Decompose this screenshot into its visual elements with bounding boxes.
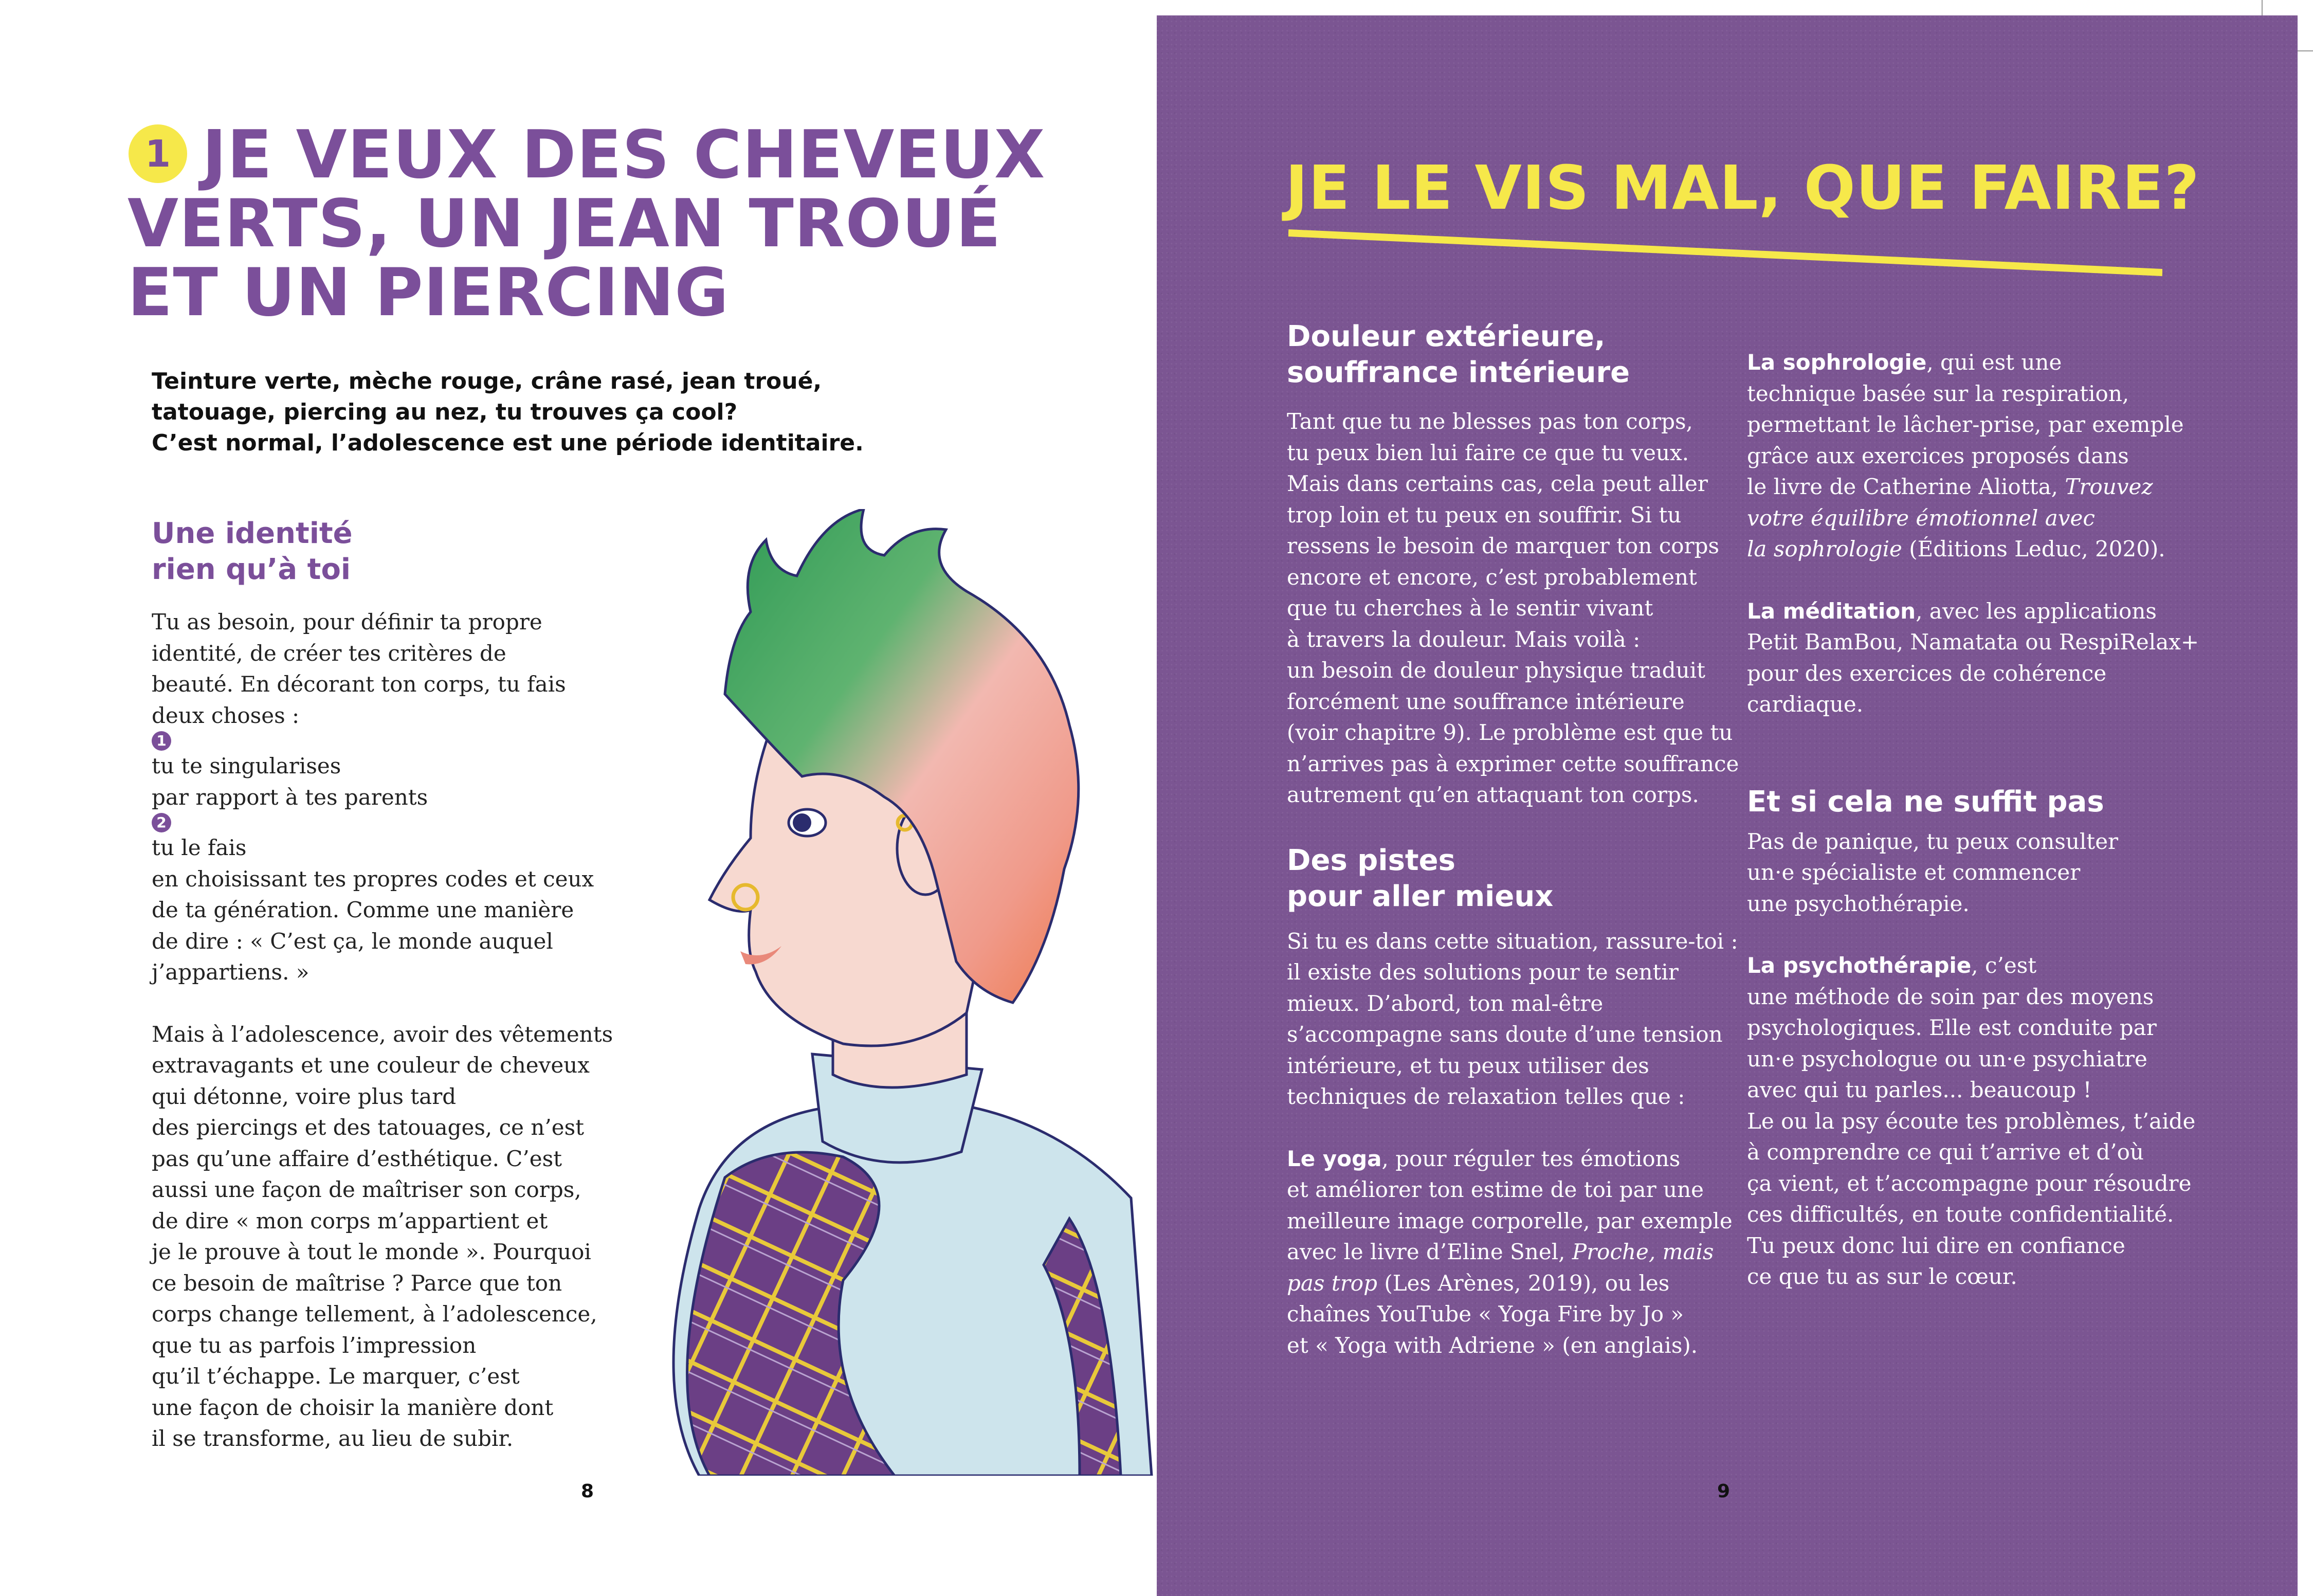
text: tu te singularises — [152, 753, 341, 778]
term: La psychothérapie — [1747, 953, 1972, 978]
teen-portrait-illustration — [555, 509, 1162, 1476]
body-line — [1287, 1237, 1739, 1268]
text: par rapport à tes parents — [152, 784, 428, 810]
body-line: (voir chapitre 9). Le problème est que tu — [1287, 720, 1733, 745]
title-line: JE VEUX DES CHEVEUX — [202, 117, 1046, 193]
body-line: qui détonne, voire plus tard — [152, 1083, 457, 1109]
body-line: trop loin et tu peux en souffrir. Si tu — [1287, 502, 1682, 528]
body-line: corps change tellement, à l’adolescence, — [152, 1301, 597, 1327]
heading-line: rien qu’à toi — [152, 553, 351, 586]
body-line: une façon de choisir la manière dont — [152, 1394, 554, 1420]
body-line: grâce aux exercices proposés dans — [1747, 443, 2129, 468]
body-line: psychologiques. Elle est conduite par — [1747, 1015, 2157, 1040]
body-line: des piercings et des tatouages, ce n’est — [152, 1115, 585, 1140]
term: Le yoga — [1287, 1146, 1382, 1171]
body-line: et « Yoga with Adriene » (en anglais). — [1287, 1332, 1698, 1358]
body-line: technique basée sur la respiration, — [1747, 380, 2129, 406]
page-number: 8 — [581, 1481, 594, 1502]
body-line: un·e psychologue ou un·e psychiatre — [1747, 1046, 2147, 1072]
heading-line: Douleur extérieure, — [1287, 320, 1606, 353]
lead-line: Teinture verte, mèche rouge, crâne rasé, jean troué, — [152, 368, 822, 394]
heading-line: souffrance intérieure — [1287, 356, 1630, 389]
body-line: identité, de créer tes critères de — [152, 640, 506, 666]
body-line: de dire : « C’est ça, le monde auquel — [152, 928, 553, 954]
text: , avec les applications — [1916, 598, 2157, 624]
body-line: Mais à l’adolescence, avoir des vêtements — [152, 1021, 613, 1047]
body-line: encore et encore, c’est probablement — [1287, 564, 1697, 590]
body-line — [1747, 347, 2199, 378]
body-line: Si tu es dans cette situation, rassure-toi : — [1287, 928, 1738, 954]
body-line: pas qu’une affaire d’esthétique. C’est — [152, 1146, 562, 1171]
text: tu le fais — [152, 835, 247, 860]
book-title: Trouvez — [2065, 474, 2153, 499]
body-line: j’appartiens. » — [152, 959, 309, 985]
body-line: beauté. En décorant ton corps, tu fais — [152, 672, 566, 697]
body-line: Tu as besoin, pour définir ta propre — [152, 609, 542, 634]
book-title: pas trop — [1287, 1270, 1377, 1296]
text: avec le livre d’Eline Snel, — [1287, 1239, 1572, 1264]
body-line: un besoin de douleur physique traduit — [1287, 658, 1705, 683]
book-title: la sophrologie — [1747, 536, 1902, 561]
text: , qui est une — [1926, 350, 2062, 375]
bullet-number-icon: 1 — [152, 731, 171, 751]
body-line: tu peux bien lui faire ce que tu veux. — [1287, 440, 1689, 465]
heading-line: Une identité — [152, 517, 353, 550]
body-line — [1747, 534, 2199, 565]
body-line: que tu as parfois l’impression — [152, 1332, 477, 1358]
body-line: à comprendre ce qui t’arrive et d’où — [1747, 1139, 2144, 1165]
book-title: votre équilibre émotionnel avec — [1747, 505, 2095, 531]
section-heading-identite — [152, 516, 512, 588]
section-heading-pistes — [1287, 843, 1739, 915]
title-line: ET UN PIERCING — [128, 255, 730, 331]
body-line: ça vient, et t’accompagne pour résoudre — [1747, 1170, 2192, 1196]
heading-line: Et si cela ne suffit pas — [1747, 785, 2104, 819]
term: La méditation — [1747, 598, 1916, 624]
body-text-left — [152, 607, 613, 1455]
body-line: un·e spécialiste et commencer — [1747, 860, 2081, 885]
body-line: je le prouve à tout le monde ». Pourquoi — [152, 1239, 591, 1264]
body-line: Tu peux donc lui dire en confiance — [1747, 1232, 2125, 1258]
heading-line: Des pistes — [1287, 843, 1455, 877]
text: , pour réguler tes émotions — [1381, 1146, 1681, 1171]
body-line — [152, 700, 594, 782]
body-line: Le ou la psy écoute tes problèmes, t’aide — [1747, 1108, 2196, 1134]
body-line: et améliorer ton estime de toi par une — [1287, 1177, 1704, 1202]
term: La sophrologie — [1747, 350, 1927, 375]
body-line: Pas de panique, tu peux consulter — [1747, 828, 2119, 854]
text: , c’est — [1971, 953, 2037, 978]
body-line — [1747, 950, 2199, 982]
body-line: cardiaque. — [1747, 692, 1864, 717]
right-column-1 — [1287, 319, 1739, 1361]
right-column-2 — [1747, 347, 2199, 1293]
book-title: Proche, mais — [1572, 1239, 1714, 1264]
body-line: Tant que tu ne blesses pas ton corps, — [1287, 409, 1693, 434]
body-line: de ta génération. Comme une manière — [152, 897, 574, 922]
section-heading-si-cela — [1747, 784, 2199, 820]
chapter-number-badge: 1 — [129, 124, 187, 183]
body-line: à travers la douleur. Mais voilà : — [1287, 626, 1641, 652]
body-line: techniques de relaxation telles que : — [1287, 1084, 1685, 1109]
lead-paragraph — [152, 366, 871, 459]
heading-line: pour aller mieux — [1287, 879, 1554, 913]
body-line: qu’il t’échappe. Le marquer, c’est — [152, 1364, 520, 1389]
bullet-number-icon: 2 — [152, 813, 171, 832]
text: le livre de Catherine Aliotta, — [1747, 474, 2065, 499]
body-line: une méthode de soin par des moyens — [1747, 984, 2154, 1009]
body-line: forcément une souffrance intérieure — [1287, 688, 1685, 714]
lead-line: tatouage, piercing au nez, tu trouves ça cool? — [152, 399, 738, 425]
body-line: pour des exercices de cohérence — [1747, 660, 2107, 686]
text: deux choses : — [152, 702, 300, 728]
body-line: n’arrives pas à exprimer cette souffrance — [1287, 751, 1739, 776]
body-line: ce besoin de maîtrise ? Parce que ton — [152, 1270, 562, 1296]
body-line: avec qui tu parles... beaucoup ! — [1747, 1077, 2092, 1102]
body-line: ce que tu as sur le cœur. — [1747, 1264, 2017, 1289]
body-line — [1747, 503, 2199, 534]
body-line: ressens le besoin de marquer ton corps — [1287, 533, 1720, 558]
body-line — [1287, 1144, 1739, 1175]
title-underline — [1288, 229, 2162, 285]
text: (Éditions Leduc, 2020). — [1902, 536, 2165, 561]
page-number: 9 — [1717, 1481, 1731, 1502]
body-line: Mais dans certains cas, cela peut aller — [1287, 471, 1708, 496]
body-line: autrement qu’en attaquant ton corps. — [1287, 782, 1699, 807]
body-line: s’accompagne sans doute d’une tension — [1287, 1022, 1723, 1047]
body-line: il se transforme, au lieu de subir. — [152, 1426, 514, 1451]
body-line: chaînes YouTube « Yoga Fire by Jo » — [1287, 1301, 1684, 1327]
body-line: intérieure, et tu peux utiliser des — [1287, 1053, 1649, 1078]
text: (Les Arènes, 2019), ou les — [1377, 1270, 1670, 1296]
body-line: extravagants et une couleur de cheveux — [152, 1053, 590, 1078]
body-line — [152, 782, 594, 864]
body-line: aussi une façon de maîtriser son corps, — [152, 1177, 581, 1202]
body-line: ces difficultés, en toute confidentialité. — [1747, 1202, 2174, 1227]
body-line: que tu cherches à le sentir vivant — [1287, 595, 1653, 621]
right-title: JE LE VIS MAL, QUE FAIRE? — [1285, 152, 2200, 223]
body-line: de dire « mon corps m’appartient et — [152, 1208, 548, 1234]
body-line: mieux. D’abord, ton mal-être — [1287, 990, 1604, 1016]
section-heading-douleur — [1287, 319, 1739, 391]
body-line: il existe des solutions pour te sentir — [1287, 959, 1679, 985]
body-line — [1747, 471, 2199, 503]
main-title — [128, 117, 1104, 331]
title-line: VERTS, UN JEAN TROUÉ — [128, 186, 1001, 262]
body-line: meilleure image corporelle, par exemple — [1287, 1208, 1733, 1234]
body-line: une psychothérapie. — [1747, 891, 1970, 916]
body-line: permettant le lâcher-prise, par exemple — [1747, 412, 2184, 437]
left-page — [0, 0, 1156, 1596]
body-line: en choisissant tes propres codes et ceux — [152, 866, 594, 892]
lead-line: C’est normal, l’adolescence est une période identitaire. — [152, 430, 864, 456]
body-line — [1287, 1268, 1739, 1299]
body-line: Petit BamBou, Namatata ou RespiRelax+ — [1747, 629, 2199, 655]
body-line — [1747, 596, 2199, 627]
